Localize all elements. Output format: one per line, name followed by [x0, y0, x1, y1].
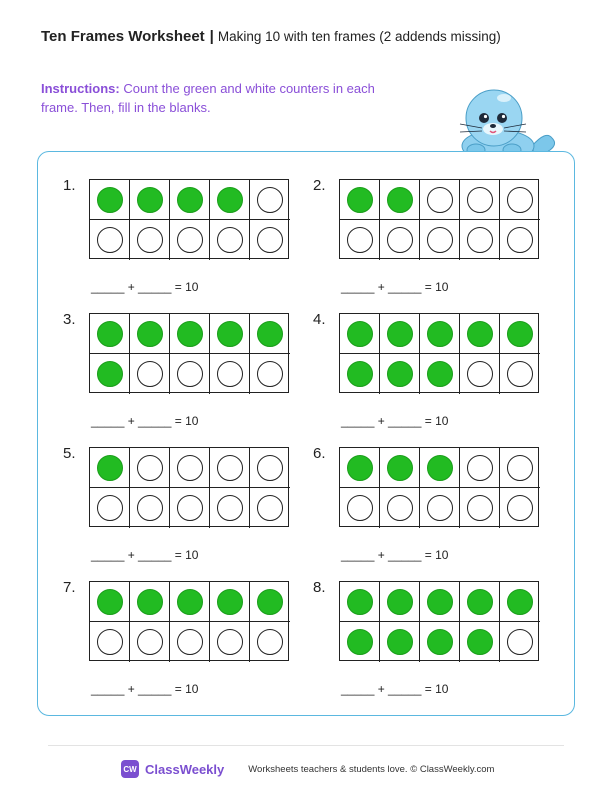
white-counter: [427, 495, 453, 521]
frame-cell: [500, 582, 540, 622]
green-counter: [387, 455, 413, 481]
white-counter: [507, 455, 533, 481]
white-counter: [177, 495, 203, 521]
ten-frame: [339, 581, 539, 661]
white-counter: [257, 629, 283, 655]
frame-cell: [170, 582, 210, 622]
frame-cell: [90, 582, 130, 622]
frame-cell: [250, 354, 290, 394]
frame-cell: [170, 180, 210, 220]
ten-frame: [89, 447, 289, 527]
white-counter: [507, 629, 533, 655]
problem-number: 3.: [63, 311, 76, 328]
white-counter: [137, 495, 163, 521]
frame-cell: [90, 354, 130, 394]
problem-number: 1.: [63, 177, 76, 194]
ten-frame: [339, 447, 539, 527]
frame-cell: [500, 448, 540, 488]
worksheet-title: Ten Frames Worksheet: [41, 28, 205, 45]
frame-cell: [250, 448, 290, 488]
frame-cell: [500, 622, 540, 662]
frame-cell: [170, 354, 210, 394]
equation-blank[interactable]: _____ + _____ = 10: [341, 280, 449, 294]
frame-cell: [380, 354, 420, 394]
white-counter: [467, 495, 493, 521]
white-counter: [507, 227, 533, 253]
frame-cell: [90, 488, 130, 528]
white-counter: [177, 455, 203, 481]
footer-tagline: Worksheets teachers & students love. © ClassWeekly.com: [248, 763, 495, 775]
frame-cell: [380, 488, 420, 528]
frame-cell: [340, 180, 380, 220]
equation-blank[interactable]: _____ + _____ = 10: [91, 414, 199, 428]
white-counter: [467, 227, 493, 253]
white-counter: [137, 455, 163, 481]
frame-cell: [420, 448, 460, 488]
frame-cell: [420, 180, 460, 220]
ten-frame: [89, 179, 289, 259]
equation-blank[interactable]: _____ + _____ = 10: [341, 682, 449, 696]
green-counter: [217, 589, 243, 615]
problem-number: 4.: [313, 311, 326, 328]
green-counter: [257, 589, 283, 615]
frame-cell: [90, 180, 130, 220]
green-counter: [507, 321, 533, 347]
seal-mascot-icon: [454, 84, 558, 160]
green-counter: [387, 187, 413, 213]
white-counter: [507, 187, 533, 213]
frame-cell: [460, 622, 500, 662]
green-counter: [177, 187, 203, 213]
white-counter: [467, 361, 493, 387]
frame-cell: [130, 220, 170, 260]
frame-cell: [460, 314, 500, 354]
problem-7: [63, 579, 303, 713]
frame-cell: [130, 314, 170, 354]
frame-cell: [380, 622, 420, 662]
problem-number: 5.: [63, 445, 76, 462]
white-counter: [257, 495, 283, 521]
green-counter: [347, 321, 373, 347]
white-counter: [257, 187, 283, 213]
problem-2: [313, 177, 553, 311]
white-counter: [257, 361, 283, 387]
problem-number: 2.: [313, 177, 326, 194]
frame-cell: [500, 488, 540, 528]
white-counter: [177, 629, 203, 655]
footer-divider: [48, 745, 564, 746]
frame-cell: [380, 448, 420, 488]
equation-blank[interactable]: _____ + _____ = 10: [91, 682, 199, 696]
white-counter: [427, 227, 453, 253]
white-counter: [467, 187, 493, 213]
green-counter: [387, 321, 413, 347]
frame-cell: [460, 582, 500, 622]
white-counter: [257, 455, 283, 481]
frame-cell: [460, 220, 500, 260]
frame-cell: [340, 488, 380, 528]
green-counter: [137, 321, 163, 347]
instructions: [41, 79, 411, 117]
frame-cell: [210, 448, 250, 488]
white-counter: [137, 361, 163, 387]
green-counter: [97, 589, 123, 615]
green-counter: [137, 589, 163, 615]
frame-cell: [380, 180, 420, 220]
classweekly-logo-icon: [121, 760, 139, 778]
green-counter: [467, 629, 493, 655]
green-counter: [137, 187, 163, 213]
green-counter: [257, 321, 283, 347]
frame-cell: [500, 314, 540, 354]
white-counter: [137, 629, 163, 655]
problem-1: [63, 177, 303, 311]
green-counter: [177, 589, 203, 615]
white-counter: [217, 455, 243, 481]
white-counter: [217, 495, 243, 521]
frame-cell: [170, 622, 210, 662]
green-counter: [427, 321, 453, 347]
white-counter: [217, 227, 243, 253]
frame-cell: [420, 582, 460, 622]
frame-cell: [380, 220, 420, 260]
white-counter: [347, 495, 373, 521]
frame-cell: [340, 220, 380, 260]
frame-cell: [170, 448, 210, 488]
frame-cell: [90, 448, 130, 488]
frame-cell: [90, 622, 130, 662]
white-counter: [97, 629, 123, 655]
frame-cell: [380, 582, 420, 622]
frame-cell: [500, 354, 540, 394]
white-counter: [347, 227, 373, 253]
green-counter: [347, 361, 373, 387]
footer: [121, 760, 494, 778]
frame-cell: [460, 180, 500, 220]
frame-cell: [380, 314, 420, 354]
frame-cell: [210, 220, 250, 260]
white-counter: [177, 361, 203, 387]
white-counter: [217, 629, 243, 655]
green-counter: [507, 589, 533, 615]
frame-cell: [340, 622, 380, 662]
problem-number: 8.: [313, 579, 326, 596]
green-counter: [467, 321, 493, 347]
problem-6: [313, 445, 553, 579]
white-counter: [507, 361, 533, 387]
frame-cell: [500, 220, 540, 260]
frame-cell: [250, 314, 290, 354]
ten-frame: [89, 313, 289, 393]
green-counter: [427, 589, 453, 615]
frame-cell: [420, 488, 460, 528]
problem-number: 6.: [313, 445, 326, 462]
worksheet-subtitle: Making 10 with ten frames (2 addends missing): [217, 29, 501, 44]
frame-cell: [130, 582, 170, 622]
white-counter: [137, 227, 163, 253]
equation-blank[interactable]: _____ + _____ = 10: [341, 414, 449, 428]
white-counter: [467, 455, 493, 481]
frame-cell: [250, 582, 290, 622]
logo-text: CW: [123, 764, 137, 774]
problem-8: [313, 579, 553, 713]
frame-cell: [90, 314, 130, 354]
green-counter: [387, 361, 413, 387]
frame-cell: [460, 448, 500, 488]
frame-cell: [340, 448, 380, 488]
frame-cell: [170, 314, 210, 354]
green-counter: [347, 455, 373, 481]
green-counter: [97, 361, 123, 387]
frame-cell: [340, 582, 380, 622]
problem-number: 7.: [63, 579, 76, 596]
green-counter: [177, 321, 203, 347]
frame-cell: [130, 354, 170, 394]
green-counter: [347, 629, 373, 655]
problem-4: [313, 311, 553, 445]
equation-blank[interactable]: _____ + _____ = 10: [91, 280, 199, 294]
green-counter: [347, 187, 373, 213]
white-counter: [387, 495, 413, 521]
frame-cell: [420, 622, 460, 662]
green-counter: [347, 589, 373, 615]
ten-frame: [89, 581, 289, 661]
equation-blank[interactable]: _____ + _____ = 10: [91, 548, 199, 562]
green-counter: [97, 187, 123, 213]
green-counter: [217, 187, 243, 213]
frame-cell: [250, 622, 290, 662]
frame-cell: [210, 622, 250, 662]
instructions-text: Count the green and white counters in each frame. Then, fill in the blanks.: [41, 81, 375, 115]
white-counter: [217, 361, 243, 387]
title-separator: |: [209, 28, 214, 45]
frame-cell: [210, 354, 250, 394]
frame-cell: [210, 180, 250, 220]
frame-cell: [250, 180, 290, 220]
problem-3: [63, 311, 303, 445]
white-counter: [97, 495, 123, 521]
frame-cell: [90, 220, 130, 260]
green-counter: [97, 321, 123, 347]
white-counter: [177, 227, 203, 253]
frame-cell: [130, 488, 170, 528]
green-counter: [427, 629, 453, 655]
problem-5: [63, 445, 303, 579]
frame-cell: [210, 582, 250, 622]
frame-cell: [420, 354, 460, 394]
frame-cell: [460, 354, 500, 394]
white-counter: [97, 227, 123, 253]
green-counter: [427, 361, 453, 387]
brand-name: ClassWeekly: [145, 761, 225, 777]
green-counter: [387, 589, 413, 615]
frame-cell: [170, 488, 210, 528]
frame-cell: [500, 180, 540, 220]
frame-cell: [250, 220, 290, 260]
white-counter: [507, 495, 533, 521]
frame-cell: [210, 314, 250, 354]
frame-cell: [130, 448, 170, 488]
green-counter: [387, 629, 413, 655]
white-counter: [427, 187, 453, 213]
ten-frame: [339, 179, 539, 259]
frame-cell: [170, 220, 210, 260]
frame-cell: [210, 488, 250, 528]
frame-cell: [420, 220, 460, 260]
frame-cell: [130, 180, 170, 220]
ten-frame: [339, 313, 539, 393]
equation-blank[interactable]: _____ + _____ = 10: [341, 548, 449, 562]
instructions-label: Instructions:: [41, 81, 120, 96]
green-counter: [217, 321, 243, 347]
frame-cell: [460, 488, 500, 528]
green-counter: [427, 455, 453, 481]
frame-cell: [340, 314, 380, 354]
frame-cell: [130, 622, 170, 662]
white-counter: [387, 227, 413, 253]
green-counter: [467, 589, 493, 615]
frame-cell: [340, 354, 380, 394]
page-header: [41, 28, 501, 45]
worksheet-card: [37, 151, 575, 716]
green-counter: [97, 455, 123, 481]
frame-cell: [420, 314, 460, 354]
frame-cell: [250, 488, 290, 528]
white-counter: [257, 227, 283, 253]
